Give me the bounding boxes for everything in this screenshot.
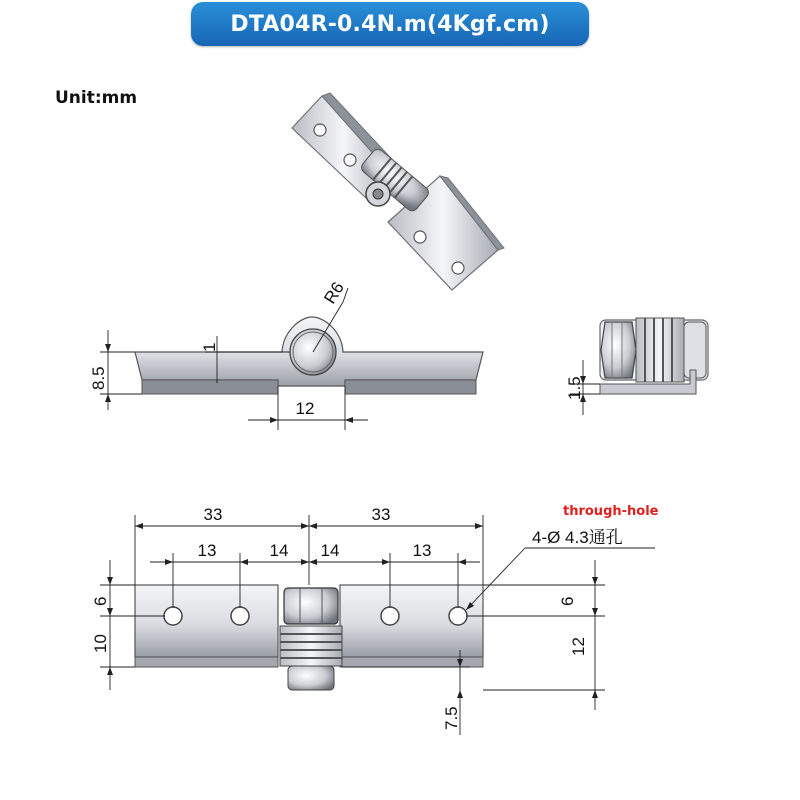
product-title: DTA04R-0.4N.m(4Kgf.cm): [191, 2, 589, 46]
dim-gap-12: 12: [295, 399, 315, 418]
dim-height-8-5: 8.5: [89, 366, 108, 390]
dim-center-left: 14: [269, 541, 289, 560]
dim-hole-y-left: 6: [91, 596, 110, 606]
unit-label: Unit:mm: [55, 88, 138, 108]
through-hole-note: through-hole: [563, 504, 659, 519]
front-view: [135, 317, 483, 394]
dim-plate-lower-left: 10: [91, 634, 110, 653]
dim-knuckle-drop: 7.5: [442, 706, 461, 730]
dim-hole-y-right: 6: [558, 596, 577, 606]
dim-hole-pitch-left: 13: [197, 541, 217, 560]
dim-hole-pitch-right: 13: [412, 541, 432, 560]
dim-thickness-1-5: 1.5: [565, 376, 584, 400]
dim-plate-lower-right: 12: [569, 637, 588, 656]
top-view: [135, 585, 483, 690]
hinge-3d-image: [292, 93, 504, 290]
hole-spec-label: 4-Ø 4.3通孔: [532, 528, 623, 547]
dim-half-width-right: 33: [371, 505, 391, 524]
side-view: [600, 318, 708, 394]
dim-half-width-left: 33: [203, 505, 223, 524]
dim-center-right: 14: [320, 541, 340, 560]
dim-offset-1: 1: [200, 342, 219, 352]
side-view-dimensions: [565, 360, 600, 415]
dim-radius-r6: R6: [320, 278, 348, 308]
